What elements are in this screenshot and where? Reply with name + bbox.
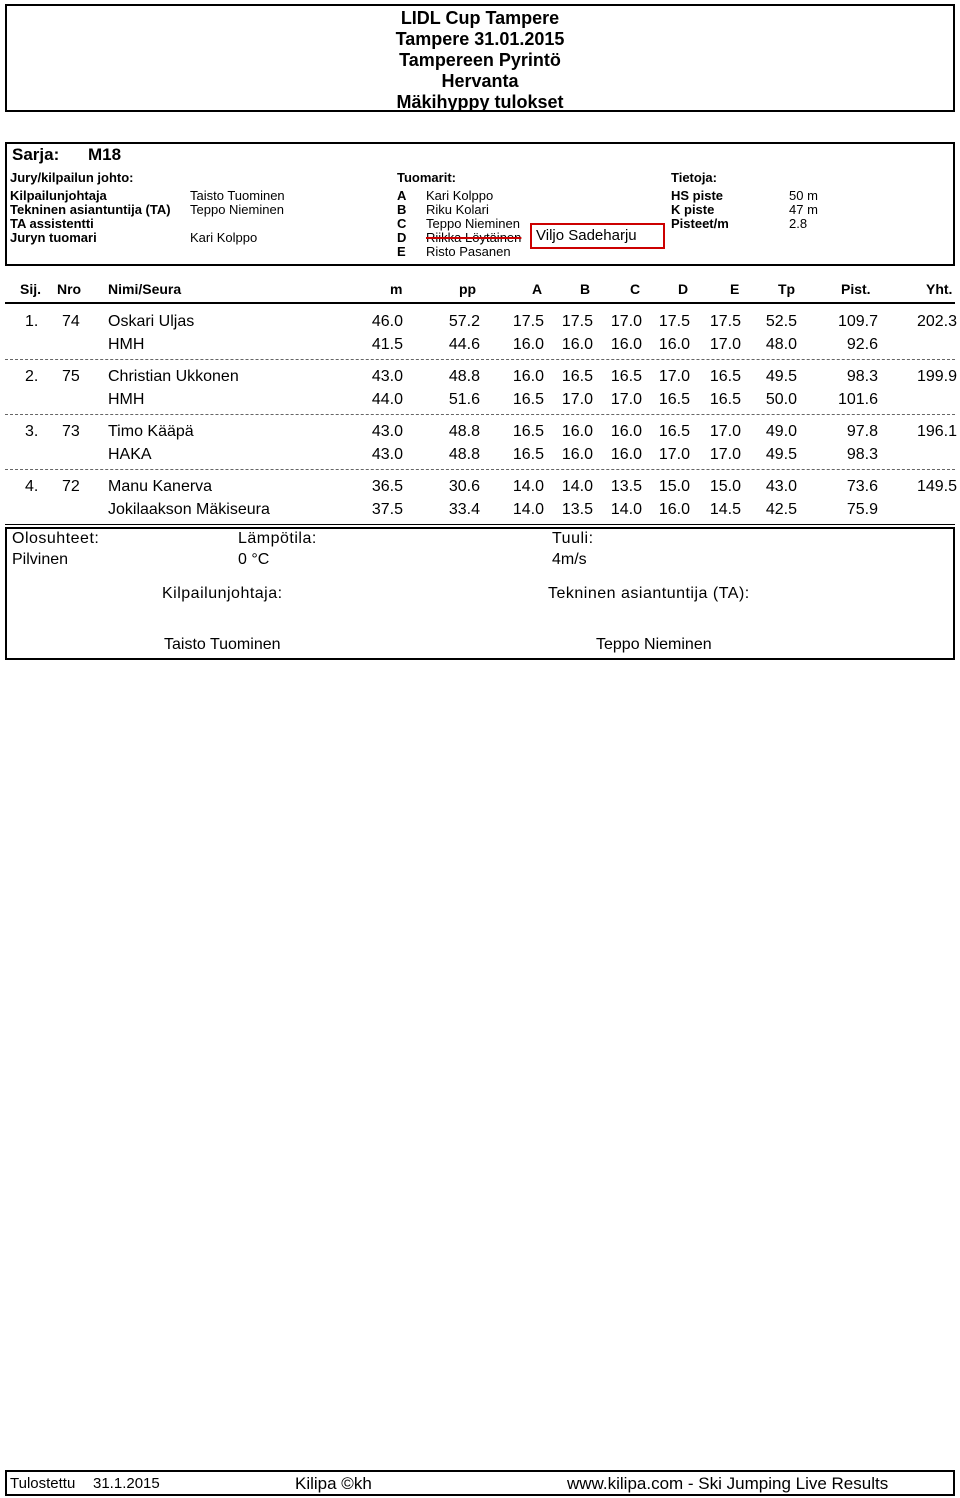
athlete-club: Jokilaakson Mäkiseura <box>108 501 270 518</box>
event-venue: Hervanta <box>441 71 519 91</box>
jump-value: 98.3 <box>846 446 878 463</box>
jump-value: 16.0 <box>512 336 544 353</box>
athlete-club: HAKA <box>108 446 152 463</box>
jump-value: 43.0 <box>371 446 403 463</box>
jump-value: 13.5 <box>610 478 642 495</box>
jump-value: 48.8 <box>448 446 480 463</box>
jump-value: 17.0 <box>658 368 690 385</box>
jump-value: 16.0 <box>658 501 690 518</box>
athlete-name: Timo Kääpä <box>108 423 194 440</box>
rank: 3. <box>25 423 39 440</box>
jump-value: 48.0 <box>765 336 797 353</box>
info-label: Pisteet/m <box>671 216 729 231</box>
judge-name: Teppo Nieminen <box>426 216 520 231</box>
rank: 1. <box>25 313 39 330</box>
total-points: 202.3 <box>916 313 957 330</box>
jury-role: TA assistentti <box>10 216 94 231</box>
judge-letter: B <box>397 202 407 217</box>
col-header: Sij. <box>20 281 42 297</box>
info-value: 47 m <box>789 202 818 217</box>
info-value: 2.8 <box>789 216 808 231</box>
temperature-value: 0 °C <box>238 551 270 568</box>
jump-value: 48.8 <box>448 368 480 385</box>
printed-label: Tulostettu <box>10 1475 76 1492</box>
jump-value: 17.5 <box>658 313 690 330</box>
jury-role: Juryn tuomari <box>10 230 97 245</box>
judges-heading: Tuomarit: <box>397 170 456 185</box>
ta-label: Tekninen asiantuntija (TA): <box>548 585 750 602</box>
judge-letter: A <box>397 188 407 203</box>
jump-value: 16.5 <box>512 423 544 440</box>
col-header: B <box>580 281 591 297</box>
athlete-club: HMH <box>108 336 145 353</box>
jury-name: Teppo Nieminen <box>190 202 284 217</box>
jump-value: 92.6 <box>846 336 878 353</box>
jump-value: 44.0 <box>371 391 403 408</box>
jump-value: 37.5 <box>371 501 403 518</box>
jump-value: 49.0 <box>765 423 797 440</box>
jump-value: 17.0 <box>610 313 642 330</box>
col-header: Pist. <box>841 281 871 297</box>
judge-name: Risto Pasanen <box>426 244 511 259</box>
event-subtitle: Mäkihyppy tulokset <box>396 92 564 112</box>
jump-value: 17.0 <box>709 336 741 353</box>
header-rule <box>5 302 955 304</box>
wind-label: Tuuli: <box>552 530 594 547</box>
printed-date: 31.1.2015 <box>93 1475 160 1492</box>
jump-value: 16.5 <box>709 391 741 408</box>
jump-value: 17.0 <box>709 446 741 463</box>
jump-value: 43.0 <box>765 478 797 495</box>
col-header: C <box>630 281 641 297</box>
jump-value: 57.2 <box>448 313 480 330</box>
jump-value: 17.5 <box>561 313 593 330</box>
jump-value: 16.5 <box>610 368 642 385</box>
col-header: Yht. <box>926 281 953 297</box>
total-points: 199.9 <box>916 368 957 385</box>
software-credit: Kilipa ©kh <box>295 1474 372 1493</box>
judge-letter: E <box>397 244 406 259</box>
jump-value: 98.3 <box>846 368 878 385</box>
col-header: E <box>730 281 740 297</box>
row-separator <box>5 359 955 360</box>
jury-name: Kari Kolppo <box>190 230 258 245</box>
jump-value: 15.0 <box>709 478 741 495</box>
rank: 4. <box>25 478 39 495</box>
title-box <box>5 4 955 112</box>
jump-value: 16.5 <box>658 423 690 440</box>
rank: 2. <box>25 368 39 385</box>
jump-value: 44.6 <box>448 336 480 353</box>
event-title: LIDL Cup Tampere <box>400 8 560 28</box>
temperature-label: Lämpötila: <box>238 530 317 547</box>
conditions-box <box>5 527 955 660</box>
judge-letter: C <box>397 216 407 231</box>
series-label: Sarja: <box>12 145 60 164</box>
jump-value: 97.8 <box>846 423 878 440</box>
jump-value: 73.6 <box>846 478 878 495</box>
jump-value: 16.5 <box>512 391 544 408</box>
jump-value: 16.0 <box>561 446 593 463</box>
row-separator <box>5 469 955 470</box>
col-header: A <box>532 281 543 297</box>
athlete-club: HMH <box>108 391 145 408</box>
ta-name: Teppo Nieminen <box>596 636 712 653</box>
row-separator <box>5 524 955 525</box>
jump-value: 17.5 <box>512 313 544 330</box>
jump-value: 16.0 <box>658 336 690 353</box>
info-value: 50 m <box>789 188 818 203</box>
bib-number: 74 <box>62 313 80 330</box>
col-header: Nro <box>57 281 82 297</box>
jump-value: 14.5 <box>709 501 741 518</box>
website-link[interactable]: www.kilipa.com - Ski Jumping Live Results <box>567 1474 889 1493</box>
col-header: Tp <box>778 281 796 297</box>
jump-value: 17.0 <box>610 391 642 408</box>
info-label: K piste <box>671 202 715 217</box>
wind-value: 4m/s <box>552 551 587 568</box>
athlete-name: Christian Ukkonen <box>108 368 239 385</box>
judge-name-struck: Riikka Löytäinen <box>426 230 522 245</box>
jump-value: 101.6 <box>837 391 878 408</box>
judge-name: Riku Kolari <box>426 202 489 217</box>
jump-value: 16.0 <box>561 336 593 353</box>
jump-value: 49.5 <box>765 446 797 463</box>
jump-value: 16.5 <box>709 368 741 385</box>
jump-value: 43.0 <box>371 423 403 440</box>
jump-value: 16.0 <box>610 336 642 353</box>
event-date: Tampere 31.01.2015 <box>395 29 565 49</box>
row-separator <box>5 414 955 415</box>
jury-role: Tekninen asiantuntija (TA) <box>10 202 171 217</box>
series-value: M18 <box>88 145 122 164</box>
total-points: 149.5 <box>916 478 957 495</box>
jump-value: 15.0 <box>658 478 690 495</box>
jump-value: 49.5 <box>765 368 797 385</box>
director-name: Taisto Tuominen <box>164 636 281 653</box>
col-header: Nimi/Seura <box>108 281 182 297</box>
jump-value: 17.0 <box>561 391 593 408</box>
athlete-name: Oskari Uljas <box>108 313 195 330</box>
info-heading: Tietoja: <box>671 170 717 185</box>
jump-value: 46.0 <box>371 313 403 330</box>
weather-value: Pilvinen <box>12 551 69 568</box>
jury-role: Kilpailunjohtaja <box>10 188 107 203</box>
jump-value: 42.5 <box>765 501 797 518</box>
jump-value: 33.4 <box>448 501 480 518</box>
bib-number: 75 <box>62 368 80 385</box>
weather-label: Olosuhteet: <box>12 530 100 547</box>
jump-value: 16.5 <box>512 446 544 463</box>
jump-value: 14.0 <box>512 501 544 518</box>
jury-name: Taisto Tuominen <box>190 188 285 203</box>
jump-value: 36.5 <box>371 478 403 495</box>
jump-value: 41.5 <box>371 336 403 353</box>
jump-value: 16.0 <box>610 423 642 440</box>
jump-value: 17.0 <box>658 446 690 463</box>
jump-value: 16.0 <box>610 446 642 463</box>
col-header: m <box>390 281 403 297</box>
judge-name: Kari Kolppo <box>426 188 494 203</box>
info-label: HS piste <box>671 188 724 203</box>
jump-value: 14.0 <box>512 478 544 495</box>
jump-value: 16.0 <box>561 423 593 440</box>
total-points: 196.1 <box>916 423 957 440</box>
jury-heading: Jury/kilpailun johto: <box>10 170 134 185</box>
jump-value: 48.8 <box>448 423 480 440</box>
judge-letter: D <box>397 230 407 245</box>
jump-value: 52.5 <box>765 313 797 330</box>
jump-value: 50.0 <box>765 391 797 408</box>
jump-value: 109.7 <box>837 313 878 330</box>
jump-value: 30.6 <box>448 478 480 495</box>
jump-value: 51.6 <box>448 391 480 408</box>
replacement-judge: Viljo Sadeharju <box>536 227 637 244</box>
results-header <box>5 278 955 300</box>
jump-value: 16.5 <box>561 368 593 385</box>
col-header: D <box>678 281 689 297</box>
bib-number: 72 <box>62 478 80 495</box>
athlete-name: Manu Kanerva <box>108 478 213 495</box>
bib-number: 73 <box>62 423 80 440</box>
jump-value: 14.0 <box>610 501 642 518</box>
col-header: pp <box>459 281 477 297</box>
event-organizer: Tampereen Pyrintö <box>399 50 561 70</box>
director-label: Kilpailunjohtaja: <box>162 585 283 602</box>
jump-value: 75.9 <box>846 501 878 518</box>
jump-value: 17.5 <box>709 313 741 330</box>
jump-value: 13.5 <box>561 501 593 518</box>
jump-value: 17.0 <box>709 423 741 440</box>
jump-value: 43.0 <box>371 368 403 385</box>
jump-value: 16.5 <box>658 391 690 408</box>
jump-value: 14.0 <box>561 478 593 495</box>
jump-value: 16.0 <box>512 368 544 385</box>
